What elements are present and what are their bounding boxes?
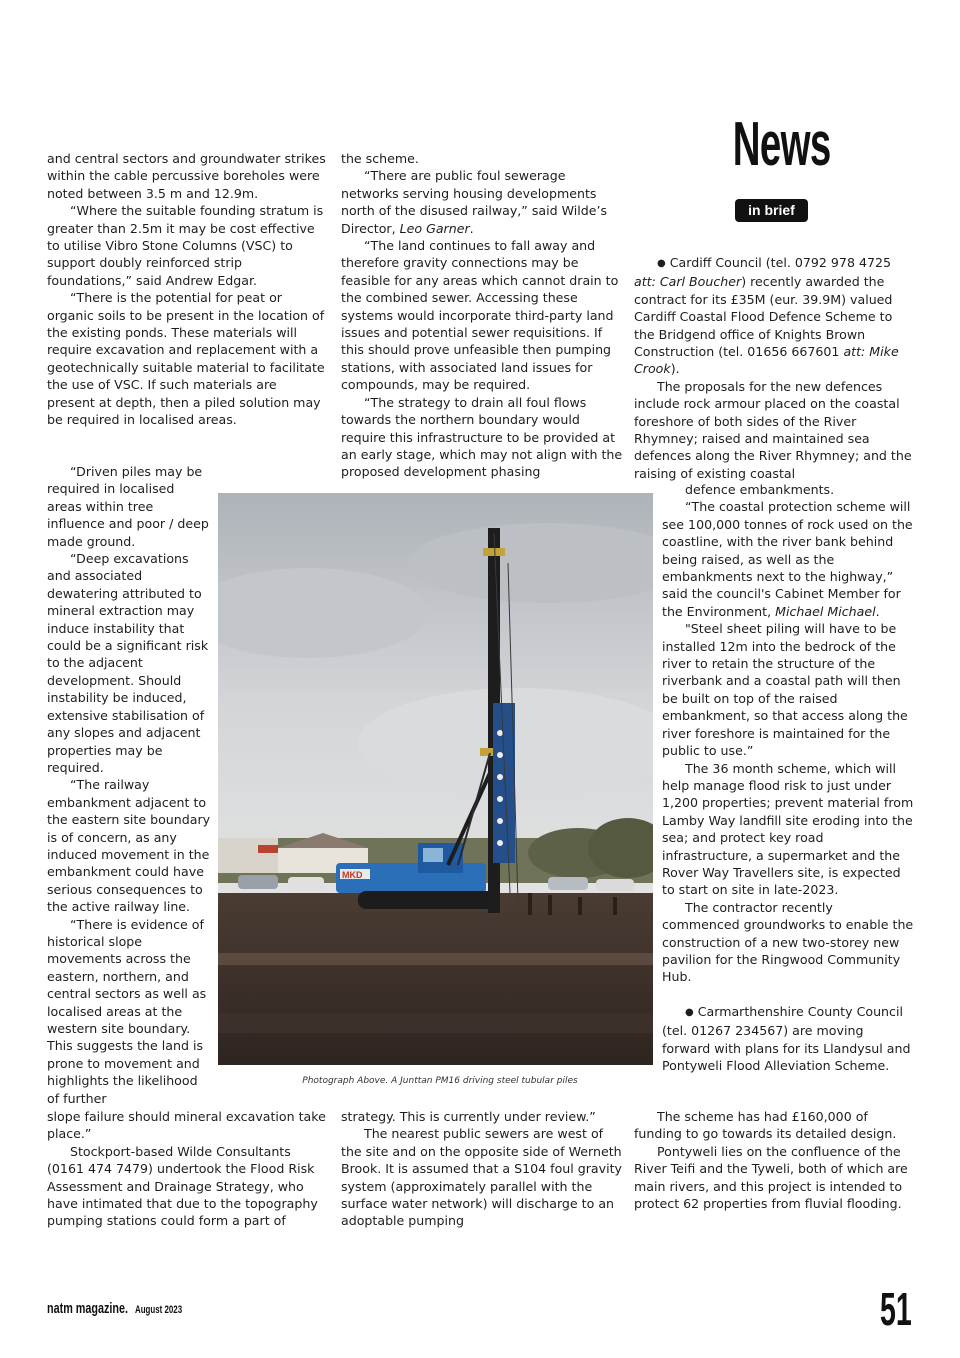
article-column-2-top [341, 150, 624, 481]
footer [47, 1300, 200, 1320]
paragraph: The scheme has had £160,000 of funding to go towards its detailed design. [634, 1109, 897, 1142]
paragraph: “There are public foul sewerage networks serving housing developments north of the disused railway,” said Wilde’s Director, Leo Garner. [341, 168, 608, 236]
paragraph: Stockport-based Wilde Consultants (0161 474 7479) undertook the Flood Risk Assessment and Drainage Strategy, who have intimated that due to the topography pumping stations could form a part of [47, 1143, 318, 1229]
paragraph: “The railway embankment adjacent to the eastern site boundary is of concern, as any induced movement in the embankment could have serious consequences to the active railway line. [47, 777, 211, 915]
paragraph: Pontyweli lies on the confluence of the River Teifi and the Tyweli, both of which are main rivers, and this project is intended to protect 62 properties from fluvial flooding. [634, 1143, 908, 1212]
piling-rig-photo [218, 493, 653, 1065]
contact-name: att: Mike Crook [634, 344, 899, 377]
article-column-1-wrap [47, 463, 212, 1107]
rig-brand-text: MKD [342, 870, 363, 880]
paragraph: “The strategy to drain all foul flows towards the northern boundary would require this infrastructure to be provided at an early stage, which may not align with the proposed development phasing [341, 394, 623, 480]
person-name: Leo Garner [399, 220, 470, 236]
in-brief-badge: in brief [735, 199, 808, 222]
paragraph: The nearest public sewers are west of the site and on the opposite side of Werneth Brook. It is assumed that a S104 foul gravity system (approximately parallel with the surface water network) will discharge to an adoptable pumping [341, 1126, 622, 1229]
paragraph: The 36 month scheme, which will help manage flood risk to just under 1,200 properties; prevent material from Lamby Way landfill site eroding into the sea; and protect key road infrastructure, a supermarket and the Rover Way Travellers site, is expected to start on site in late-2023. [662, 760, 914, 898]
news-column-3-wrap [662, 481, 914, 1074]
paragraph: slope failure should mineral excavation take place.” [47, 1109, 326, 1142]
paragraph: “Driven piles may be required in localised areas within tree influence and poor / deep made ground. [47, 464, 209, 549]
paragraph: “There is the potential for peat or organic soils to be present in the location of the existing ponds. These materials will require excavation and replacement with a geotechnically suitable material to facilitate the use of VSC. If such materials are present at depth, then a piled solution may be required in localised areas. [47, 290, 325, 428]
article-column-1-bottom [47, 1108, 328, 1230]
paragraph: “The coastal protection scheme will see 100,000 tonnes of rock used on the coastline, with the river bank behind being raised, as well as the embankments next to the highway,” said the council's Cabinet Member for the Environment, Michael Michael. [662, 499, 913, 619]
paragraph-text: ) recently awarded the contract for its £35M (eur. 39.9M) valued Cardiff Coastal Flood Defence Scheme to the Bridgend office of Knights Brown Construction (tel. 01656 667601 [634, 274, 893, 360]
paragraph-text: “The coastal protection scheme will see 100,000 tonnes of rock used on the coastline, with the river bank behind being raised, as well as the embankments next to the highway,” said the council's Cabinet Member for the Environment, [662, 499, 913, 619]
contact-name: att: Carl Boucher [634, 274, 742, 290]
paragraph: and central sectors and groundwater strikes within the cable percussive boreholes were noted between 3.5 m and 12.9m. [47, 151, 326, 201]
paragraph: The contractor recently commenced groundworks to enable the construction of a new two-storey new pavilion for the Ringwood Community Hub. [662, 899, 914, 985]
paragraph: the scheme. [341, 151, 419, 166]
paragraph-text: ). [670, 361, 680, 377]
news-column-3-bottom [634, 1108, 912, 1212]
paragraph: “The land continues to fall away and therefore gravity connections may be feasible for any areas which cannot drain to the combined sewer. Accessing these systems would incorporate third-party land issues and potential sewer requisitions. If this should prove unfeasible then pumping stations, with associated land issues for compounds, may be required. [341, 238, 619, 393]
paragraph: “There is evidence of historical slope movements across the eastern, northern, and central sectors as well as localised areas at the western site boundary. This suggests the land is prone to movement and highlights the likelihood of further [47, 916, 207, 1106]
news-column-3-top [634, 254, 912, 482]
paragraph-text: Cardiff Council (tel. 0792 978 4725 [669, 255, 892, 270]
photo-caption: Photograph Above. A Junttan PM16 driving steel tubular piles [302, 1076, 578, 1086]
paragraph: strategy. This is currently under review.” [341, 1109, 596, 1124]
section-title: News [732, 110, 831, 179]
article-column-2-bottom [341, 1108, 624, 1230]
paragraph: defence embankments. [685, 482, 835, 497]
paragraph: “Where the suitable founding stratum is greater than 2.5m it may be cost effective to utilise Vibro Stone Columns (VSC) to support doubly reinforced strip foundations,” said Andrew Edgar. [47, 203, 324, 288]
paragraph-text: “There are public foul sewerage networks serving housing developments north of the disused railway,” said Wilde’s Director, [341, 168, 608, 236]
page-number: 51 [880, 1283, 912, 1335]
magazine-name: natm magazine. [47, 1300, 129, 1317]
person-name: Michael Michael [775, 603, 876, 619]
paragraph: The proposals for the new defences include rock armour placed on the coastal foreshore of both sides of the River Rhymney; raised and maintained sea defences along the River Rhymney; and the raising of existing coastal [634, 378, 912, 481]
spacer [662, 986, 914, 1003]
article-column-1-top [47, 150, 328, 429]
news-item-carmarthenshire: ● Carmarthenshire County Council (tel. 01267 234567) are moving forward with plans for its Llandysul and Pontyweli Flood Alleviation Scheme. [662, 1003, 914, 1075]
issue-date: August 2023 [135, 1304, 183, 1316]
paragraph: "Steel sheet piling will have to be installed 12m into the bedrock of the river to retain the structure of the riverbank and a coastal path will then be built on top of the raised embankment, so that access along the river foreshore is maintained for the public to use.” [662, 621, 908, 759]
news-item-cardiff [634, 254, 912, 378]
paragraph: “Deep excavations and associated dewatering attributed to mineral extraction may induce instability that could be a significant risk to the adjacent development. Should instability be induced, extensive stabilisation of any slopes and adjacent properties may be required. [47, 551, 209, 775]
